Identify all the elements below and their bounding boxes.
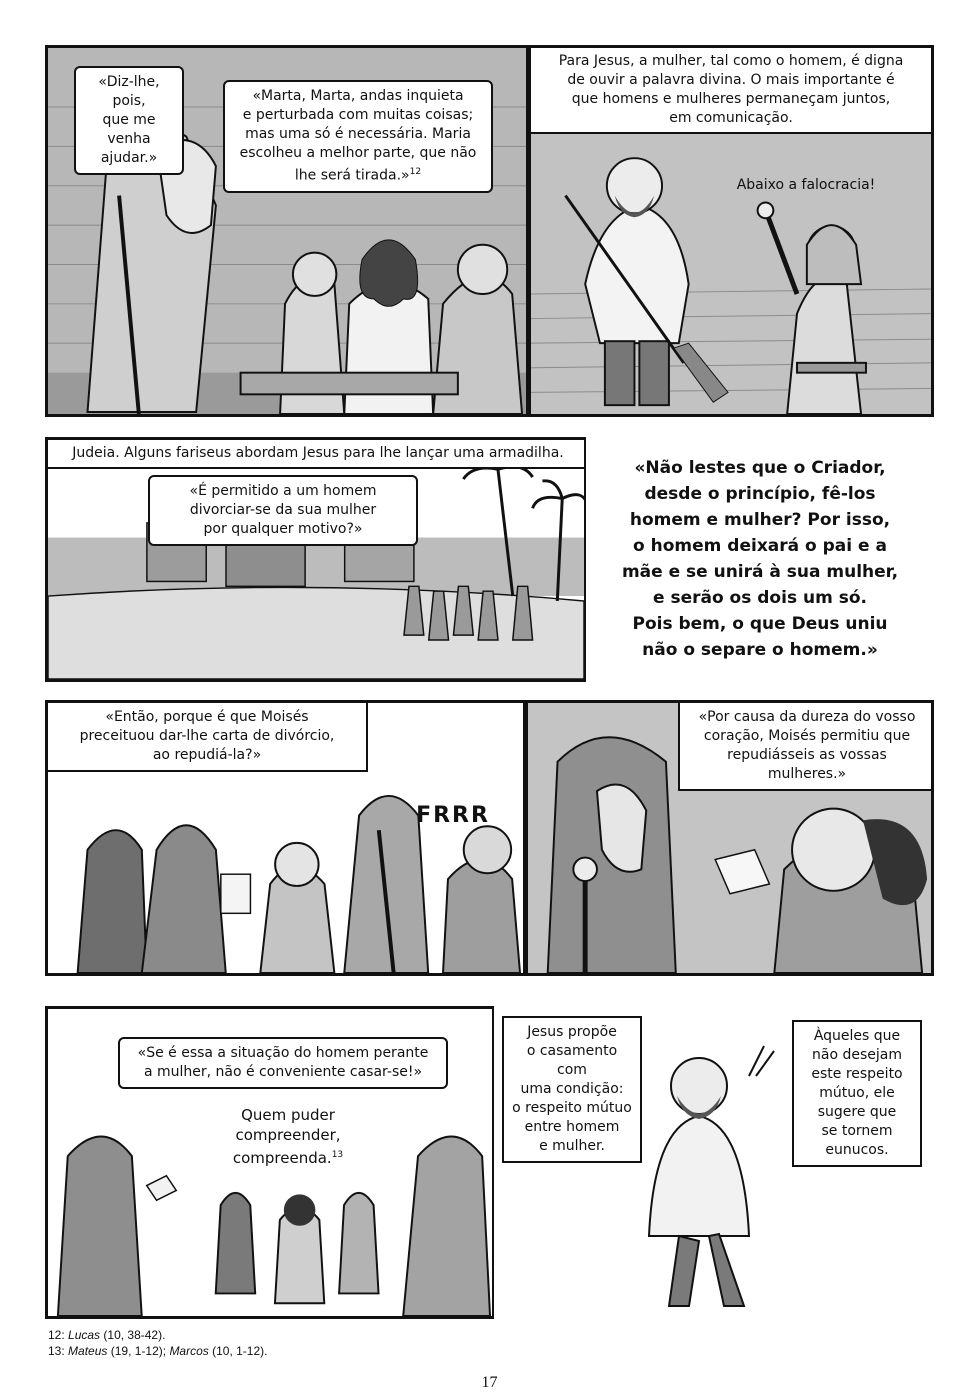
panel-eunuchs: [494, 1006, 934, 1319]
panel-martha-mary: [45, 45, 529, 417]
footnotes: [48, 1327, 267, 1359]
speech-bubble-marta: [223, 80, 493, 193]
caption-jesus-proposes: Jesus propõe o casamento com uma condição: o respeito mútuo entre homem e mulher.: [502, 1016, 642, 1163]
speech-text-marta: «Marta, Marta, andas inquieta e perturbada com muitas coisas; mas uma só é necessária. Maria escolheu a melhor parte, que não lhe será tirada.»: [239, 88, 477, 184]
speech-bubble-diz: «Diz-lhe, pois, que me venha ajudar.»: [74, 66, 184, 175]
panel-creator-quote: [586, 437, 934, 682]
speech-bubble-divorce-question: «É permitido a um homem divorciar-se da sua mulher por qualquer motivo?»: [148, 475, 418, 546]
panel-marriage-question: [45, 1006, 495, 1319]
speech-quem-puder: [218, 1105, 358, 1168]
footnote-12: 12: Lucas (10, 38-42).: [48, 1328, 166, 1342]
caption-judea: Judeia. Alguns fariseus abordam Jesus para lhe lançar uma armadilha.: [48, 440, 587, 469]
panel-moses-question: [45, 700, 526, 976]
speech-bubble-moses-answer: «Por causa da dureza do vosso coração, Moisés permitiu que repudiásseis as vossas mulheres.»: [678, 703, 934, 791]
speech-abaixo: Abaixo a falocracia!: [736, 177, 876, 193]
panel-jesus-sweeping: [528, 45, 934, 417]
page-number: 17: [481, 1374, 498, 1391]
speech-bubble-moses-question: «Então, porque é que Moisés preceituou dar-lhe carta de divórcio, ao repudiá-la?»: [48, 703, 368, 772]
footnote-ref-13: 13: [331, 1150, 344, 1160]
quote-creator: «Não lestes que o Criador, desde o princípio, fê-los homem e mulher? Por isso, o homem deixará o pai e a mãe e se unirá à sua mulher, e serão os dois um só. Pois bem, o que Deus uniu não o separe o homem.»: [621, 458, 899, 660]
footnote-ref-12: 12: [409, 167, 422, 177]
speech-bubble-marriage: «Se é essa a situação do homem perante a mulher, não é conveniente casar-se!»: [118, 1037, 448, 1089]
speech-text-quem-puder: Quem puder compreender, compreenda.: [232, 1106, 341, 1167]
sfx-frrr: FRRR: [416, 803, 490, 828]
caption-jesus-woman: Para Jesus, a mulher, tal como o homem, é digna de ouvir a palavra divina. O mais importante é que homens e mulheres permaneçam juntos, em comunicação.: [531, 48, 931, 134]
footnote-13: 13: Mateus (19, 1-12); Marcos (10, 1-12).: [48, 1344, 268, 1358]
caption-eunuchs: Àqueles que não desejam este respeito mútuo, ele sugere que se tornem eunucos.: [792, 1020, 922, 1167]
panel-moses-answer: [525, 700, 934, 976]
panel-judea-pharisees: [45, 437, 587, 682]
